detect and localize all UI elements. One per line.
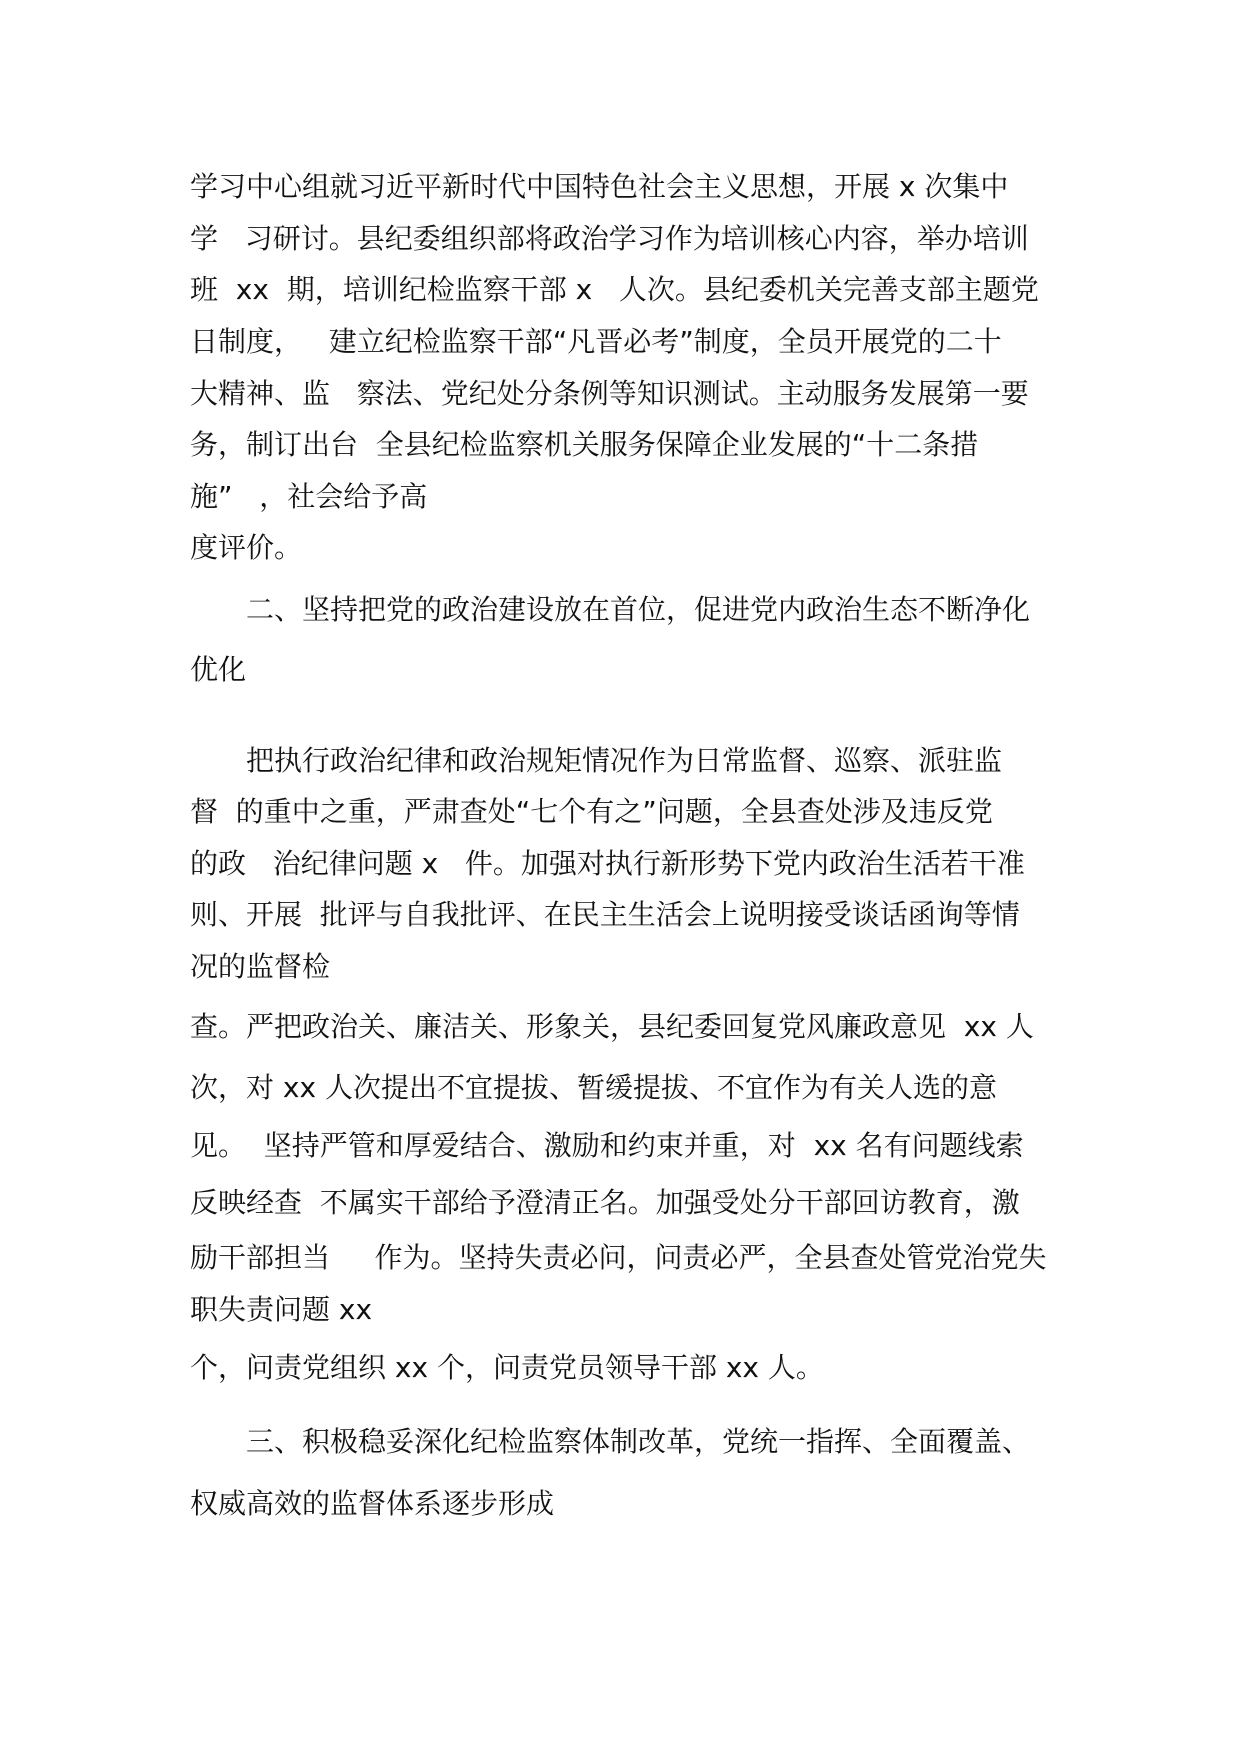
paragraph-line: 督 的重中之重，严肃查处“七个有之”问题，全县查处涉及违反党 <box>190 795 993 828</box>
section-heading-2-cont: 优化 <box>190 653 247 686</box>
paragraph-line: 把执行政治纪律和政治规矩情况作为日常监督、巡察、派驻监 <box>246 744 1003 777</box>
section-heading-3-cont: 权威高效的监督体系逐步形成 <box>190 1487 555 1520</box>
paragraph-line: 度评价。 <box>190 531 303 564</box>
paragraph-line: 大精神、监 察法、党纪处分条例等知识测试。主动服务发展第一要 <box>190 377 1029 410</box>
paragraph-line: 务，制订出台 全县纪检监察机关服务保障企业发展的“十二条措 <box>190 428 979 461</box>
paragraph-line: 学习中心组就习近平新时代中国特色社会主义思想，开展 x 次集中 <box>190 170 1009 203</box>
paragraph-line: 的政 治纪律问题 x 件。加强对执行新形势下党内政治生活若干准 <box>190 847 1025 880</box>
paragraph-line: 则、开展 批评与自我批评、在民主生活会上说明接受谈话函询等情 <box>190 898 1020 931</box>
paragraph-line: 班 xx 期，培训纪检监察干部 x 人次。县纪委机关完善支部主题党 <box>190 273 1039 306</box>
paragraph-line: 况的监督检 <box>190 950 331 983</box>
paragraph-line: 次，对 xx 人次提出不宜提拔、暂缓提拔、不宜作为有关人选的意 <box>190 1071 997 1104</box>
paragraph-line: 反映经查 不属实干部给予澄清正名。加强受处分干部回访教育，激 <box>190 1186 1020 1219</box>
paragraph-line: 学 习研讨。县纪委组织部将政治学习作为培训核心内容，举办培训 <box>190 222 1029 255</box>
section-heading-2: 二、坚持把党的政治建设放在首位，促进党内政治生态不断净化 <box>246 593 1031 626</box>
paragraph-line: 施” ，社会给予高 <box>190 480 428 513</box>
paragraph-line: 查。严把政治关、廉洁关、形象关，县纪委回复党风廉政意见 xx 人 <box>190 1010 1034 1043</box>
paragraph-line: 日制度， 建立纪检监察干部“凡晋必考”制度，全员开展党的二十 <box>190 325 1002 358</box>
paragraph-line: 职失责问题 xx <box>190 1293 373 1326</box>
paragraph-line: 个，问责党组织 xx 个，问责党员领导干部 xx 人。 <box>190 1351 824 1384</box>
paragraph-line: 励干部担当 作为。坚持失责必问，问责必严，全县查处管党治党失 <box>190 1241 1047 1274</box>
paragraph-line: 见。 坚持严管和厚爱结合、激励和约束并重，对 xx 名有问题线索 <box>190 1129 1024 1162</box>
section-heading-3: 三、积极稳妥深化纪检监察体制改革，党统一指挥、全面覆盖、 <box>246 1425 1031 1458</box>
